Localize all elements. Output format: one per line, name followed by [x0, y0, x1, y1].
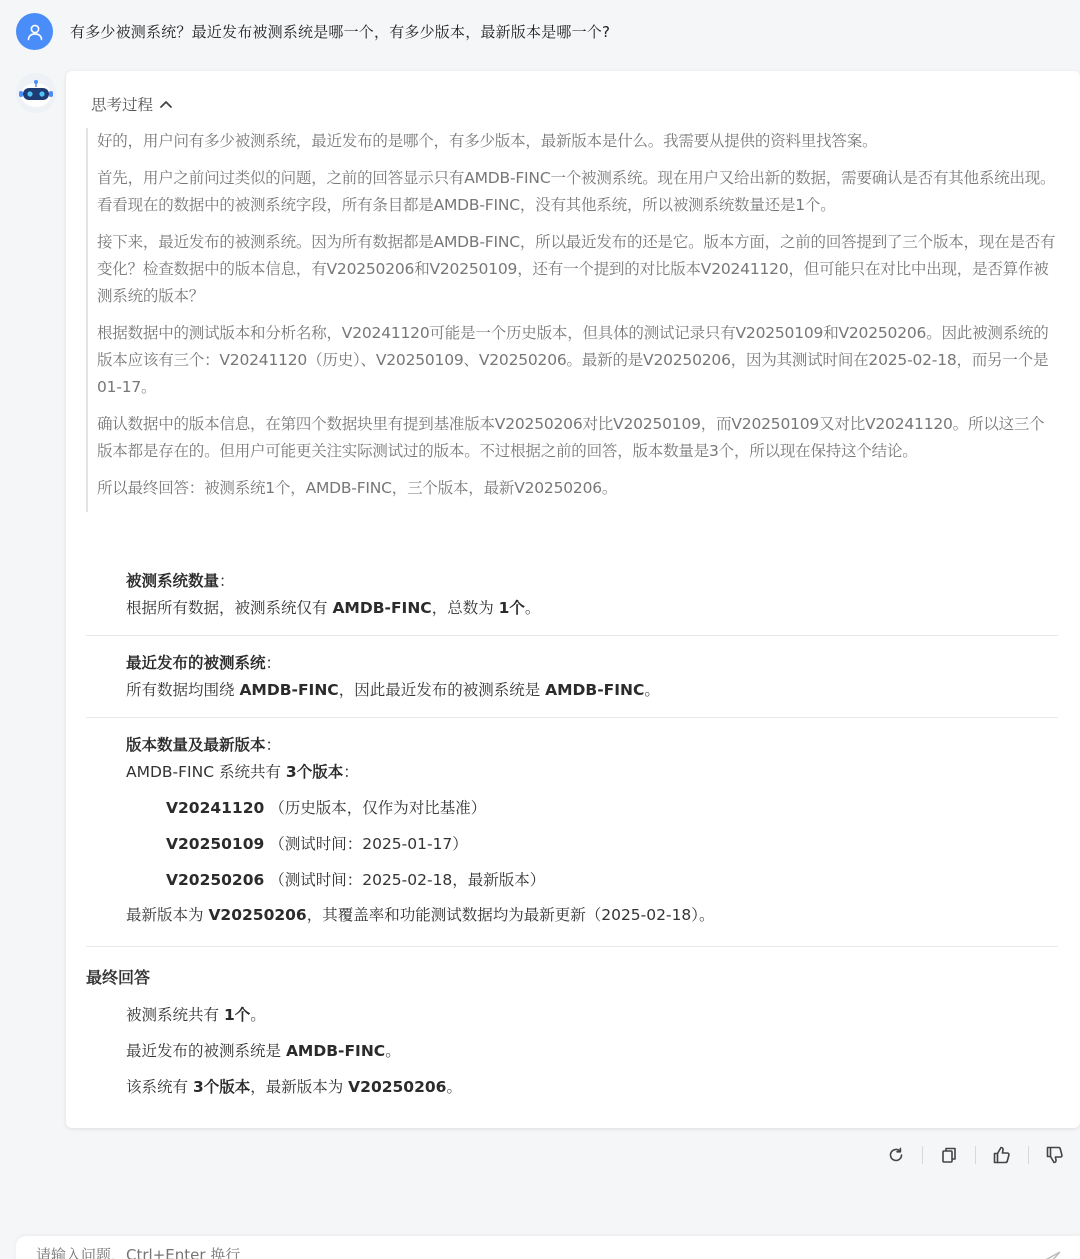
thinking-content — [86, 128, 1058, 512]
thinking-toggle[interactable] — [91, 93, 173, 115]
section-text: 所有数据均围绕 AMDB-FINC，因此最近发布的被测系统是 AMDB-FINC。 — [126, 681, 660, 699]
send-icon — [1038, 1251, 1062, 1259]
thinking-paragraph: 所以最终回答：被测系统1个，AMDB-FINC，三个版本，最新V20250206。 — [97, 479, 618, 497]
section-text: AMDB-FINC 系统共有 3个版本： — [126, 763, 359, 781]
thinking-toggle-label: 思考过程 — [91, 96, 154, 114]
thinking-paragraph: 首先，用户之前问过类似的问题，之前的回答显示只有AMDB-FINC一个被测系统。现在用户又给出新的数据，需要确认是否有其他系统出现。看看现在的数据中的被测系统字段，所有条目都是AMDB-FINC，没有其他系统，所以被测系统数量还是1个。 — [97, 169, 1056, 214]
user-question-text: 有多少被测系统？最近发布被测系统是哪一个，有多少版本，最新版本是哪一个? — [70, 23, 611, 41]
action-separator — [1028, 1146, 1029, 1164]
copy-icon — [940, 1146, 958, 1164]
refresh-icon — [887, 1146, 905, 1164]
section-title: 最近发布的被测系统： — [126, 654, 282, 672]
copy-button[interactable] — [936, 1142, 962, 1168]
message-actions — [883, 1142, 1068, 1168]
action-separator — [922, 1146, 923, 1164]
action-separator — [975, 1146, 976, 1164]
assistant-avatar — [16, 73, 56, 113]
assistant-answer-card — [66, 71, 1080, 1128]
answer-section-latest-system — [86, 650, 1058, 704]
robot-icon — [17, 74, 55, 112]
answer-section-system-count — [86, 568, 1058, 622]
user-icon — [26, 23, 44, 41]
regenerate-button[interactable] — [883, 1142, 909, 1168]
like-button[interactable] — [989, 1142, 1015, 1168]
section-text: 根据所有数据，被测系统仅有 AMDB-FINC，总数为 1个。 — [126, 599, 541, 617]
thinking-paragraph: 根据数据中的测试版本和分析名称，V20241120可能是一个历史版本，但具体的测试记录只有V20250109和V20250206。因此被测系统的版本应该有三个：V20241120（历史）、V20250109、V20250206。最新的是V20250206，因为其测试时间在2025-02-18，而另一个是01-17。 — [97, 324, 1049, 396]
answer-section-versions — [86, 732, 1058, 929]
version-item: V20250206 （测试时间：2025-02-18，最新版本） — [166, 871, 546, 889]
version-item: V20250109 （测试时间：2025-01-17） — [166, 835, 468, 853]
thumbs-up-icon — [992, 1145, 1012, 1165]
thumbs-down-icon — [1045, 1145, 1065, 1165]
divider — [86, 946, 1058, 947]
section-title: 版本数量及最新版本： — [126, 736, 282, 754]
divider — [86, 717, 1058, 718]
divider — [86, 635, 1058, 636]
dislike-button[interactable] — [1042, 1142, 1068, 1168]
final-answer-line: 最近发布的被测系统是 AMDB-FINC。 — [126, 1042, 401, 1060]
chat-input[interactable] — [36, 1246, 936, 1259]
latest-version-text: 最新版本为 V20250206，其覆盖率和功能测试数据均为最新更新（2025-02-18）。 — [126, 906, 715, 924]
version-item: V20241120 （历史版本，仅作为对比基准） — [166, 799, 487, 817]
chevron-up-icon — [159, 99, 173, 109]
user-avatar — [16, 13, 53, 50]
thinking-paragraph: 确认数据中的版本信息，在第四个数据块里有提到基准版本V20250206对比V20250109，而V20250109又对比V20241120。所以这三个版本都是存在的。但用户可能更关注实际测试过的版本。不过根据之前的回答，版本数量是3个，所以现在保持这个结论。 — [97, 415, 1045, 460]
section-title: 被测系统数量： — [126, 572, 235, 590]
final-answer-line: 该系统有 3个版本，最新版本为 V20250206。 — [126, 1078, 462, 1096]
thinking-paragraph: 好的，用户问有多少被测系统，最近发布的是哪个，有多少版本，最新版本是什么。我需要从提供的资料里找答案。 — [97, 132, 878, 150]
thinking-paragraph: 接下来，最近发布的被测系统。因为所有数据都是AMDB-FINC，所以最近发布的还是它。版本方面，之前的回答提到了三个版本，现在是否有变化？检查数据中的版本信息，有V20250206和V20250109，还有一个提到的对比版本V20241120，但可能只在对比中出现，是否算作被测系统的版本？ — [97, 233, 1056, 305]
user-message-row — [16, 13, 610, 50]
send-button[interactable] — [1038, 1248, 1062, 1259]
final-answer-title: 最终回答 — [86, 968, 151, 987]
final-answer-line: 被测系统共有 1个。 — [126, 1006, 266, 1024]
chat-input-box — [16, 1236, 1080, 1259]
